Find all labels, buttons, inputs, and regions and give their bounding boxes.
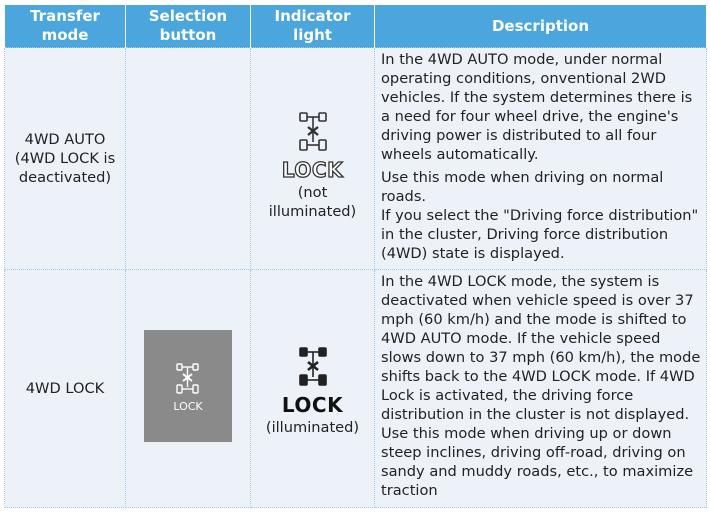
indicator-caption: (not illuminated) — [268, 184, 357, 220]
4wd-lock-button-image — [144, 330, 232, 442]
description-paragraph: In the 4WD LOCK mode, the system is deactivated when vehicle speed is over 37 mph (60 km/h) and the mode is shifted to 4WD AUTO mode. If the vehicle speed slows down to 37 mph (60 km/h), the mode shifts back to the 4WD LOCK mode. If 4WD Lock is activated, the driving force distribution in the cluster is not displayed. Use this mode when driving up or down steep inclines, driving off-road, driving on sandy and muddy roads, etc., to maximize traction — [381, 273, 701, 499]
header-indicator-light — [251, 5, 375, 48]
table-row — [5, 270, 707, 508]
button-lock-label: LOCK — [173, 400, 203, 413]
mode-cell — [5, 270, 126, 508]
mode-label: 4WD LOCK — [25, 380, 105, 397]
4wd-lock-button-icon — [144, 330, 232, 442]
mode-cell — [5, 48, 126, 270]
indicator-cell — [251, 270, 375, 508]
description-cell — [375, 270, 707, 508]
selection-button-cell — [126, 270, 251, 508]
header-selection-button — [126, 5, 251, 48]
header-indicator-light-label: Indicator light — [274, 7, 351, 44]
table-header-row — [5, 5, 707, 48]
selection-button-cell-empty — [126, 48, 251, 270]
table-row — [5, 48, 707, 270]
header-transfer-mode-label: Transfer mode — [30, 7, 100, 44]
indicator-caption: (illuminated) — [265, 418, 360, 436]
description-cell — [375, 48, 707, 270]
header-description — [375, 5, 707, 48]
description-paragraph: In the 4WD AUTO mode, under normal operating conditions, onventional 2WD vehicles. If the system determines there is a need for four wheel drive, the engine's driving power is distributed to all four wheels automatically. — [381, 51, 693, 163]
header-transfer-mode — [5, 5, 126, 48]
4wd-lock-outline-icon — [293, 110, 333, 156]
transfer-mode-table — [4, 4, 706, 509]
indicator-lock-label: LOCK — [281, 158, 344, 182]
header-description-label: Description — [491, 16, 590, 35]
4wd-lock-icon — [293, 345, 333, 391]
header-selection-button-label: Selection button — [148, 7, 228, 44]
indicator-lock-label: LOCK — [281, 392, 344, 417]
mode-label: 4WD AUTO (4WD LOCK is deactivated) — [14, 131, 116, 186]
indicator-cell — [251, 48, 375, 270]
description-paragraph: Use this mode when driving on normal roads. If you select the "Driving force distribution" in the cluster, Driving force distribution (4WD) state is displayed. — [381, 169, 699, 262]
